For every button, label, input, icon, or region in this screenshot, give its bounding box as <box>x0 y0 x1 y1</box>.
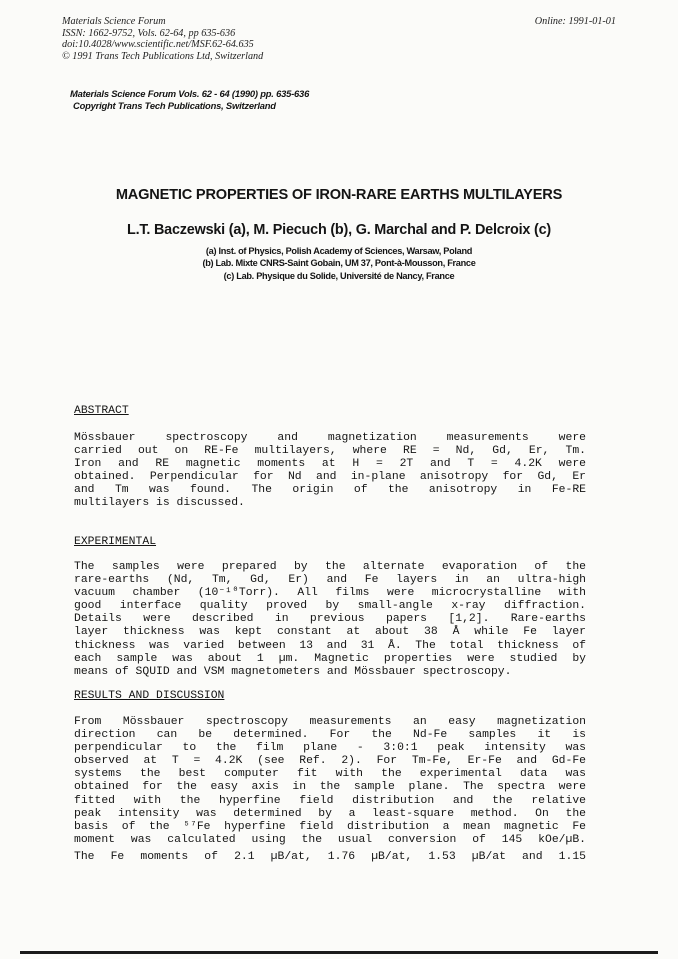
text-line: obtained. Perpendicular for Nd and in-plane anisotropy for Gd, Er <box>74 471 586 484</box>
results-heading: RESULTS AND DISCUSSION <box>74 690 225 702</box>
paper-title: MAGNETIC PROPERTIES OF IRON-RARE EARTHS MULTILAYERS <box>115 187 563 203</box>
text-line: moment was calculated using the usual conversion of 145 kOe/µB. <box>74 833 586 846</box>
text-line: observed at T = 4.2K (see Ref. 2). For Tm-Fe, Er-Fe and Gd-Fe <box>74 755 586 768</box>
text-line: direction can be determined. For the Nd-Fe samples it is <box>74 729 586 742</box>
affiliation: (c) Lab. Physique du Solide, Université de Nancy, France <box>223 270 455 281</box>
experimental-body <box>74 561 586 679</box>
text-line: The samples were prepared by the alternate evaporation of the <box>74 561 586 573</box>
text-line: each sample was about 1 µm. Magnetic properties were studied by <box>74 652 586 665</box>
text-line: The Fe moments of 2.1 µB/at, 1.76 µB/at, 1.53 µB/at and 1.15 <box>74 850 586 863</box>
header-line: © 1991 Trans Tech Publications Ltd, Switzerland <box>62 50 264 62</box>
affiliation: (a) Inst. of Physics, Polish Academy of Sciences, Warsaw, Poland <box>205 246 473 256</box>
journal-citation-block <box>70 88 309 112</box>
header-line: Materials Science Forum <box>62 16 166 27</box>
text-line: multilayers is discussed. <box>74 497 245 510</box>
text-line: carried out on RE-Fe multilayers, where RE = Nd, Gd, Er, Tm. <box>74 445 586 458</box>
text-line: vacuum chamber (10⁻¹⁰Torr). All films were microcrystalline with <box>74 587 586 600</box>
text-line: thickness was varied between 13 and 31 Å. The total thickness of <box>74 639 586 652</box>
text-line: basis of the ⁵⁷Fe hyperfine field distribution a mean magnetic Fe <box>74 820 586 833</box>
text-line: From Mössbauer spectroscopy measurements an easy magnetization <box>74 716 586 728</box>
text-line: layer thickness was kept constant at about 38 Å while Fe layer <box>74 626 586 639</box>
abstract-heading: ABSTRACT <box>74 405 129 417</box>
abstract-body <box>74 432 586 511</box>
text-line: Mössbauer spectroscopy and magnetization measurements were <box>74 432 586 444</box>
paper-authors: L.T. Baczewski (a), M. Piecuch (b), G. Marchal and P. Delcroix (c) <box>127 222 551 238</box>
text-line: peak intensity was determined by a least-square method. On the <box>74 807 586 820</box>
header-line: ISSN: 1662-9752, Vols. 62-64, pp 635-636 <box>62 27 236 39</box>
text-line: Details were described in previous papers [1,2]. Rare-earths <box>74 613 586 626</box>
affiliation: (b) Lab. Mixte CNRS-Saint Gobain, UM 37, Pont-à-Mousson, France <box>202 258 476 269</box>
text-line: systems the best computer fit with the experimental data was <box>74 768 586 781</box>
page-bottom-rule <box>20 951 658 954</box>
publication-header <box>62 16 263 62</box>
text-line: perpendicular to the film plane - 3:0:1 peak intensity was <box>74 742 586 755</box>
text-line: Iron and RE magnetic moments at H = 2T and T = 4.2K were <box>74 458 586 471</box>
affiliations <box>0 245 678 282</box>
journal-copyright: Copyright Trans Tech Publications, Switzerland <box>73 100 276 111</box>
journal-citation: Materials Science Forum Vols. 62 - 64 (1990) pp. 635-636 <box>70 88 310 99</box>
text-line: good interface quality proved by small-angle x-ray diffraction. <box>74 600 586 613</box>
text-line: and Tm was found. The origin of the anisotropy in Fe-RE <box>74 484 586 497</box>
online-date: Online: 1991-01-01 <box>534 16 616 27</box>
header-line: doi:10.4028/www.scientific.net/MSF.62-64.635 <box>62 39 254 51</box>
text-line: obtained for the easy axis in the sample plane. The spectra were <box>74 781 586 794</box>
experimental-heading: EXPERIMENTAL <box>74 536 157 548</box>
text-line: means of SQUID and VSM magnetometers and Mössbauer spectroscopy. <box>74 665 512 678</box>
text-line: rare-earths (Nd, Tm, Gd, Er) and Fe layers in an ultra-high <box>74 574 586 587</box>
results-body <box>74 716 586 864</box>
text-line: fitted with the hyperfine field distribution and the relative <box>74 794 586 807</box>
